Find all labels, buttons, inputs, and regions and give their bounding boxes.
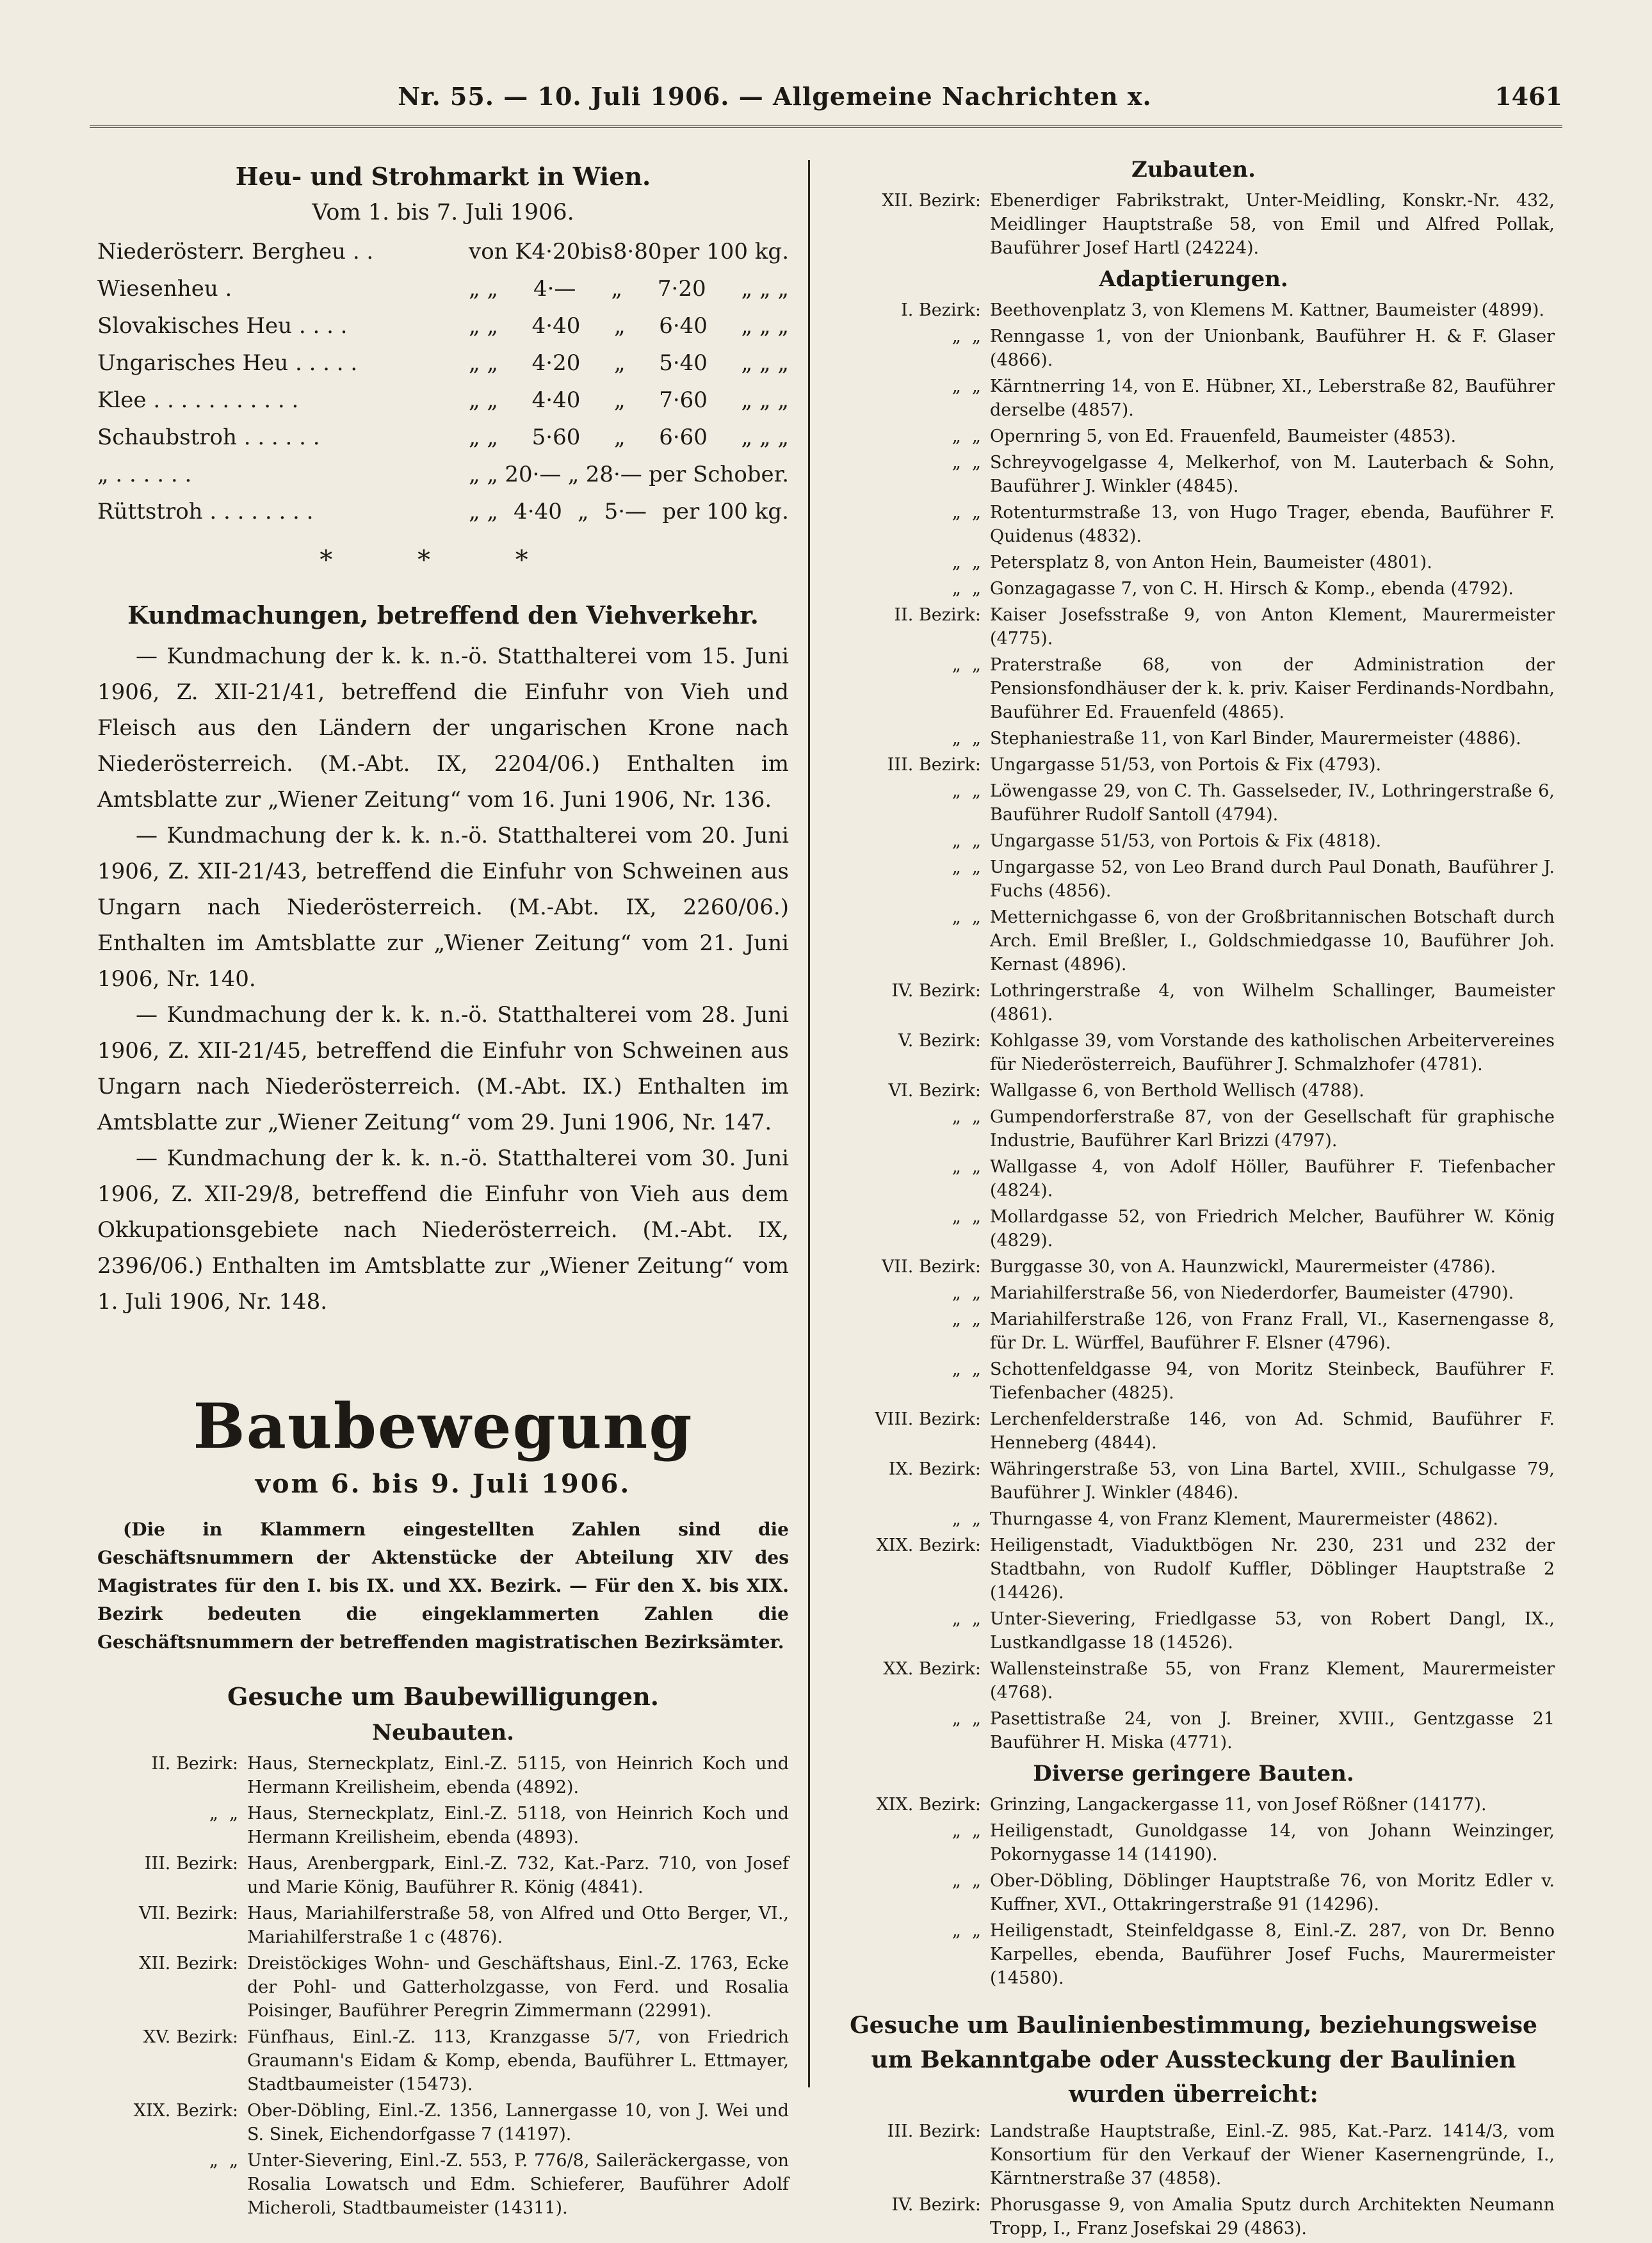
entry-district: VIII. Bezirk: bbox=[875, 1409, 981, 1429]
price-bis: „ bbox=[611, 276, 622, 302]
list-item bbox=[832, 375, 1555, 422]
baubewegung-subtitle: vom 6. bis 9. Juli 1906. bbox=[255, 1469, 631, 1499]
price-high: 28·— bbox=[585, 462, 642, 487]
price-cells bbox=[469, 239, 789, 264]
entry-district: „ „ bbox=[952, 907, 981, 927]
entry-district: „ „ bbox=[952, 377, 981, 396]
price-product: „ . . . . . . bbox=[97, 462, 192, 487]
entry-district: V. Bezirk: bbox=[898, 1031, 981, 1051]
price-von: von K bbox=[469, 239, 531, 264]
entry-district: „ „ bbox=[952, 1309, 981, 1329]
entry-text: Wallensteinstraße 55, von Franz Klement, Maurermeister (4768). bbox=[990, 1659, 1555, 1703]
entry-text: Löwengasse 29, von C. Th. Gasselseder, IV., Lothringerstraße 6, Bauführer Rudolf Santoll (4794). bbox=[990, 781, 1555, 825]
entry-district: XIX. Bezirk: bbox=[876, 1795, 981, 1815]
entry-text: Ober-Döbling, Einl.-Z. 1356, Lannergasse 10, von J. Wei und S. Sinek, Eichendorfgasse 7 (14197). bbox=[247, 2101, 789, 2144]
price-product: Ungarisches Heu . . . . . bbox=[97, 350, 358, 376]
entry-text: Unter-Sievering, Einl.-Z. 553, P. 776/8, Saileräckergasse, von Rosalia Lowatsch und Edm. Schieferer, Bauführer Adolf Micheroli, Stadtbaumeister (14311). bbox=[247, 2151, 789, 2218]
entry-text: Haus, Sterneckplatz, Einl.-Z. 5115, von Heinrich Koch und Hermann Kreilisheim, ebenda (4892). bbox=[247, 1754, 789, 1797]
entry-district: III. Bezirk: bbox=[144, 1854, 238, 1874]
running-headline: Nr. 55. — 10. Juli 1906. — Allgemeine Nachrichten x. bbox=[398, 82, 1152, 111]
price-von: „ „ bbox=[469, 350, 499, 376]
entry-text: Ungargasse 51/53, von Portois & Fix (4793). bbox=[990, 755, 1382, 775]
entry-text: Kohlgasse 39, vom Vorstande des katholischen Arbeitervereines für Niederösterreich, Bauführer J. Schmalzhofer (4781). bbox=[990, 1031, 1555, 1074]
price-von: „ „ bbox=[469, 499, 499, 524]
price-low: 4·40 bbox=[531, 313, 581, 339]
adaptierungen-title: Adaptierungen. bbox=[1099, 266, 1288, 292]
price-product: Rüttstroh . . . . . . . . bbox=[97, 499, 314, 524]
entry-district: „ „ bbox=[952, 1821, 981, 1841]
entry-district: VI. Bezirk: bbox=[888, 1081, 981, 1101]
price-row bbox=[97, 233, 789, 270]
baulinien-title: Gesuche um Baulinienbestimmung, beziehungsweise um Bekanntgabe oder Aussteckung der Baulinien wurden überreicht: bbox=[850, 2012, 1537, 2108]
entry-district: I. Bezirk: bbox=[901, 300, 981, 320]
list-item bbox=[832, 1281, 1555, 1305]
entry-district: „ „ bbox=[952, 327, 981, 346]
price-unit: per Schober. bbox=[649, 462, 789, 487]
zubauten-title: Zubauten. bbox=[1131, 157, 1256, 182]
list-item bbox=[832, 1308, 1555, 1355]
entry-district: XIX. Bezirk: bbox=[133, 2101, 238, 2121]
left-column bbox=[97, 150, 789, 2223]
list-item bbox=[832, 2193, 1555, 2240]
entry-text: Lothringerstraße 4, von Wilhelm Schallinger, Baumeister (4861). bbox=[990, 981, 1555, 1024]
page-number: 1461 bbox=[1494, 82, 1562, 111]
entry-district: II. Bezirk: bbox=[151, 1754, 238, 1774]
list-item bbox=[832, 779, 1555, 827]
price-bis: „ bbox=[567, 462, 579, 487]
entry-district: III. Bezirk: bbox=[887, 2121, 981, 2141]
price-low: 4·40 bbox=[531, 387, 581, 413]
baubewegung-title: Baubewegung bbox=[193, 1390, 693, 1462]
price-product: Wiesenheu . bbox=[97, 276, 232, 302]
list-item bbox=[97, 2149, 789, 2220]
entry-text: Renngasse 1, von der Unionbank, Bauführer H. & F. Glaser (4866). bbox=[990, 327, 1555, 370]
entry-text: Opernring 5, von Ed. Frauenfeld, Baumeister (4853). bbox=[990, 426, 1457, 446]
price-high: 5·40 bbox=[659, 350, 708, 376]
list-item bbox=[832, 1507, 1555, 1531]
list-item bbox=[832, 1707, 1555, 1754]
list-item bbox=[97, 1752, 789, 1799]
entry-text: Ebenerdiger Fabrikstrakt, Unter-Meidling, Konskr.-Nr. 432, Meidlinger Hauptstraße 58, von Emil und Alfred Pollak, Bauführer Josef Hartl (24224). bbox=[990, 191, 1555, 258]
price-low: 5·60 bbox=[531, 425, 581, 450]
entry-district: IV. Bezirk: bbox=[891, 981, 981, 1001]
entry-district: „ „ bbox=[952, 1107, 981, 1127]
entry-district: XII. Bezirk: bbox=[882, 191, 981, 211]
price-high: 5·— bbox=[604, 499, 647, 524]
neubauten-list bbox=[97, 1752, 789, 2220]
price-row bbox=[97, 493, 789, 530]
entry-text: Gonzagagasse 7, von C. H. Hirsch & Komp., ebenda (4792). bbox=[990, 579, 1514, 599]
list-item bbox=[832, 653, 1555, 724]
kundmachung-paragraph: — Kundmachung der k. k. n.-ö. Statthalterei vom 15. Juni 1906, Z. XII-21/41, betreffend die Einfuhr von Vieh und Fleisch aus den Ländern der ungarischen Krone nach Niederösterreich. (M.-Abt. IX, 2204/06.) Enthalten im Amtsblatte zur „Wiener Zeitung“ vom 16. Juni 1906, Nr. 136. bbox=[97, 644, 789, 813]
entry-text: Mollardgasse 52, von Friedrich Melcher, Bauführer W. König (4829). bbox=[990, 1207, 1555, 1251]
list-item bbox=[832, 2119, 1555, 2190]
price-unit: „ „ „ bbox=[741, 313, 789, 339]
kundmachung-paragraph: — Kundmachung der k. k. n.-ö. Statthalterei vom 30. Juni 1906, Z. XII-29/8, betreffend die Einfuhr von Vieh aus dem Okkupationsgebiete nach Niederösterreich. (M.-Abt. IX, 2396/06.) Enthalten im Amtsblatte zur „Wiener Zeitung“ vom 1. Juli 1906, Nr. 148. bbox=[97, 1146, 789, 1315]
gesuche-title: Gesuche um Baubewilligungen. bbox=[227, 1682, 659, 1711]
entry-text: Schottenfeldgasse 94, von Moritz Steinbeck, Bauführer F. Tiefenbacher (4825). bbox=[990, 1359, 1555, 1403]
price-von: „ „ bbox=[469, 425, 499, 450]
adaptierungen-list bbox=[832, 298, 1555, 1754]
list-item bbox=[832, 551, 1555, 574]
price-cells bbox=[469, 313, 789, 339]
entry-district: XX. Bezirk: bbox=[883, 1659, 981, 1679]
price-product: Klee . . . . . . . . . . . bbox=[97, 387, 299, 413]
price-product: Schaubstroh . . . . . . bbox=[97, 425, 320, 450]
list-item bbox=[832, 577, 1555, 601]
entry-district: „ „ bbox=[952, 781, 981, 801]
price-cells bbox=[469, 350, 789, 376]
list-item bbox=[832, 1155, 1555, 1202]
price-bis: „ bbox=[613, 313, 626, 339]
baubewegung-note: (Die in Klammern eingestellten Zahlen sind die Geschäftsnummern der Aktenstücke der Abteilung XIV des Magistrates für den I. bis IX. und XX. Bezirk. — Für den X. bis XIX. Bezirk bedeuten die eingeklammerten Zahlen die Geschäftsnummern der betreffenden magistratischen Bezirksämter. bbox=[97, 1519, 789, 1653]
entry-text: Schreyvogelgasse 4, Melkerhof, von M. Lauterbach & Sohn, Bauführer J. Winkler (4845). bbox=[990, 453, 1555, 496]
price-von: „ „ bbox=[469, 276, 499, 302]
list-item bbox=[832, 425, 1555, 448]
heumarkt-period: Vom 1. bis 7. Juli 1906. bbox=[312, 200, 574, 225]
price-product: Niederösterr. Bergheu . . bbox=[97, 239, 374, 264]
price-low: 4·— bbox=[533, 276, 576, 302]
entry-text: Heiligenstadt, Steinfeldgasse 8, Einl.-Z. 287, von Dr. Benno Karpelles, ebenda, Bauführer Josef Fuchs, Maurermeister (14580). bbox=[990, 1921, 1555, 1988]
entry-text: Mariahilferstraße 126, von Franz Frall, VI., Kasernengasse 8, für Dr. L. Würffel, Bauführer F. Elsner (4796). bbox=[990, 1309, 1555, 1353]
price-unit: per 100 kg. bbox=[662, 239, 789, 264]
price-row bbox=[97, 419, 789, 456]
list-item bbox=[832, 1793, 1555, 1817]
entry-district: „ „ bbox=[952, 553, 981, 572]
price-product: Slovakisches Heu . . . . bbox=[97, 313, 348, 339]
price-cells bbox=[469, 276, 789, 302]
list-item bbox=[832, 1255, 1555, 1279]
entry-district: „ „ bbox=[952, 503, 981, 522]
list-item bbox=[832, 1407, 1555, 1455]
list-item bbox=[832, 1869, 1555, 1916]
entry-district: „ „ bbox=[952, 1157, 981, 1177]
kundmachungen-title: Kundmachungen, betreffend den Viehverkehr. bbox=[127, 601, 759, 629]
list-item bbox=[832, 1029, 1555, 1076]
entry-text: Kaiser Josefsstraße 9, von Anton Klement, Maurermeister (4775). bbox=[990, 605, 1555, 649]
list-item bbox=[832, 325, 1555, 372]
price-table bbox=[97, 233, 789, 530]
list-item bbox=[832, 603, 1555, 651]
list-item bbox=[832, 1079, 1555, 1103]
entry-district: „ „ bbox=[952, 857, 981, 877]
entry-text: Ungargasse 51/53, von Portois & Fix (4818). bbox=[990, 831, 1382, 851]
list-item bbox=[832, 1919, 1555, 1990]
price-low: 4·20 bbox=[531, 350, 581, 376]
entry-text: Mariahilferstraße 56, von Niederdorfer, Baumeister (4790). bbox=[990, 1283, 1514, 1303]
list-item bbox=[832, 1657, 1555, 1705]
entry-district: „ „ bbox=[952, 1509, 981, 1529]
entry-text: Landstraße Hauptstraße, Einl.-Z. 985, Kat.-Parz. 1414/3, vom Konsortium für den Verkauf der Wiener Kasernengründe, I., Kärntnerstraße 37 (4858). bbox=[990, 2121, 1555, 2189]
price-high: 6·60 bbox=[659, 425, 708, 450]
entry-district: „ „ bbox=[952, 831, 981, 851]
price-row bbox=[97, 382, 789, 419]
list-item bbox=[832, 855, 1555, 903]
list-item bbox=[832, 1105, 1555, 1153]
list-item bbox=[832, 1607, 1555, 1655]
entry-district: VII. Bezirk: bbox=[881, 1257, 981, 1277]
list-item bbox=[97, 2025, 789, 2096]
price-unit: „ „ „ bbox=[741, 425, 789, 450]
entry-text: Lerchenfelderstraße 146, von Ad. Schmid, Bauführer F. Henneberg (4844). bbox=[990, 1409, 1555, 1453]
price-row bbox=[97, 456, 789, 493]
entry-text: Burggasse 30, von A. Haunzwickl, Maurermeister (4786). bbox=[990, 1257, 1496, 1277]
price-low: 20·— bbox=[505, 462, 562, 487]
list-item bbox=[97, 1802, 789, 1849]
price-bis: „ bbox=[577, 499, 589, 524]
diverse-title: Diverse geringere Bauten. bbox=[1033, 1761, 1354, 1786]
zubauten-list bbox=[832, 189, 1555, 260]
price-cells bbox=[469, 387, 789, 413]
price-von: „ „ bbox=[469, 387, 499, 413]
entry-text: Wallgasse 6, von Berthold Wellisch (4788). bbox=[990, 1081, 1365, 1101]
price-row bbox=[97, 270, 789, 307]
price-cells bbox=[469, 499, 789, 524]
entry-district: „ „ bbox=[952, 1283, 981, 1303]
entry-district: XV. Bezirk: bbox=[143, 2027, 238, 2047]
entry-text: Petersplatz 8, von Anton Hein, Baumeister (4801). bbox=[990, 553, 1432, 572]
entry-district: XIX. Bezirk: bbox=[876, 1535, 981, 1555]
page-header bbox=[90, 64, 1562, 134]
entry-district: „ „ bbox=[952, 426, 981, 446]
entry-text: Pasettistraße 24, von J. Breiner, XVIII., Gentzgasse 21 Bauführer H. Miska (4771). bbox=[990, 1709, 1555, 1753]
price-cells bbox=[469, 462, 789, 487]
entry-text: Ober-Döbling, Döblinger Hauptstraße 76, von Moritz Edler v. Kuffner, XVI., Ottakringerstraße 91 (14296). bbox=[990, 1871, 1555, 1915]
list-item bbox=[832, 189, 1555, 260]
price-unit: per 100 kg. bbox=[662, 499, 789, 524]
entry-text: Phorusgasse 9, von Amalia Sputz durch Architekten Neumann Tropp, I., Franz Josefskai 29 (4863). bbox=[990, 2195, 1555, 2239]
entry-district: III. Bezirk: bbox=[887, 755, 981, 775]
entry-text: Fünfhaus, Einl.-Z. 113, Kranzgasse 5/7, von Friedrich Graumann's Eidam & Komp, ebenda, Bauführer L. Ettmayer, Stadtbaumeister (15473). bbox=[247, 2027, 789, 2094]
price-bis: „ bbox=[613, 350, 626, 376]
price-row bbox=[97, 307, 789, 344]
entry-district: „ „ bbox=[952, 655, 981, 675]
entry-text: Wallgasse 4, von Adolf Höller, Bauführer F. Tiefenbacher (4824). bbox=[990, 1157, 1555, 1201]
list-item bbox=[97, 1902, 789, 1949]
entry-district: „ „ bbox=[209, 1804, 238, 1824]
list-item bbox=[832, 753, 1555, 777]
price-high: 7·60 bbox=[659, 387, 708, 413]
header-rule bbox=[90, 126, 1562, 128]
entry-text: Unter-Sievering, Friedlgasse 53, von Robert Dangl, IX., Lustkandlgasse 18 (14526). bbox=[990, 1609, 1555, 1653]
entry-text: Währingerstraße 53, von Lina Bartel, XVIII., Schulgasse 79, Bauführer J. Winkler (4846). bbox=[990, 1459, 1555, 1503]
right-column bbox=[832, 150, 1555, 2243]
entry-text: Gumpendorferstraße 87, von der Gesellschaft für graphische Industrie, Bauführer Karl Brizzi (4797). bbox=[990, 1107, 1555, 1151]
entry-district: „ „ bbox=[952, 729, 981, 749]
entry-district: „ „ bbox=[952, 1871, 981, 1891]
entry-district: „ „ bbox=[952, 453, 981, 473]
entry-district: „ „ bbox=[952, 1359, 981, 1379]
price-low: 4·20 bbox=[531, 239, 581, 264]
price-row bbox=[97, 344, 789, 382]
entry-text: Grinzing, Langackergasse 11, von Josef Rößner (14177). bbox=[990, 1795, 1487, 1815]
price-high: 7·20 bbox=[657, 276, 706, 302]
entry-district: „ „ bbox=[952, 1609, 981, 1629]
entry-text: Dreistöckiges Wohn- und Geschäftshaus, Einl.-Z. 1763, Ecke der Pohl- und Gatterholzgasse, von Ferd. und Rosalia Poisinger, Bauführer Peregrin Zimmermann (22991). bbox=[247, 1954, 789, 2021]
entry-text: Ungargasse 52, von Leo Brand durch Paul Donath, Bauführer J. Fuchs (4856). bbox=[990, 857, 1555, 901]
entry-text: Heiligenstadt, Gunoldgasse 14, von Johann Weinzinger, Pokornygasse 14 (14190). bbox=[990, 1821, 1555, 1865]
kundmachung-paragraph: — Kundmachung der k. k. n.-ö. Statthalterei vom 20. Juni 1906, Z. XII-21/43, betreffend die Einfuhr von Schweinen aus Ungarn nach Niederösterreich. (M.-Abt. IX, 2260/06.) Enthalten im Amtsblatte zur „Wiener Zeitung“ vom 21. Juni 1906, Nr. 140. bbox=[97, 823, 789, 992]
list-item bbox=[97, 2099, 789, 2146]
entry-text: Heiligenstadt, Viaduktbögen Nr. 230, 231 und 232 der Stadtbahn, von Rudolf Kuffler, Döblinger Hauptstraße 2 (14426). bbox=[990, 1535, 1555, 1603]
list-item bbox=[97, 1952, 789, 2023]
list-item bbox=[832, 905, 1555, 976]
list-item bbox=[832, 1534, 1555, 1605]
baulinien-list bbox=[832, 2119, 1555, 2240]
entry-district: „ „ bbox=[952, 1709, 981, 1729]
list-item bbox=[832, 1819, 1555, 1866]
list-item bbox=[832, 829, 1555, 853]
list-item bbox=[832, 1357, 1555, 1405]
entry-district: IV. Bezirk: bbox=[891, 2195, 981, 2215]
price-unit: „ „ „ bbox=[741, 276, 789, 302]
entry-district: IX. Bezirk: bbox=[888, 1459, 981, 1479]
price-cells bbox=[469, 425, 789, 450]
price-bis: „ bbox=[613, 425, 626, 450]
price-high: 8·80 bbox=[613, 239, 662, 264]
entry-district: „ „ bbox=[952, 579, 981, 599]
heumarkt-title: Heu- und Strohmarkt in Wien. bbox=[235, 162, 651, 191]
entry-district: „ „ bbox=[952, 1207, 981, 1227]
neubauten-title: Neubauten. bbox=[372, 1720, 514, 1745]
entry-text: Haus, Sterneckplatz, Einl.-Z. 5118, von Heinrich Koch und Hermann Kreilisheim, ebenda (4893). bbox=[247, 1804, 789, 1847]
price-unit: „ „ „ bbox=[741, 387, 789, 413]
entry-district: VII. Bezirk: bbox=[138, 1904, 238, 1923]
entry-text: Praterstraße 68, von der Administration der Pensionsfondhäuser der k. k. priv. Kaiser Ferdinands-Nordbahn, Bauführer Ed. Frauenfeld (4865). bbox=[990, 655, 1555, 722]
price-bis: bis bbox=[580, 239, 613, 264]
price-bis: „ bbox=[613, 387, 626, 413]
entry-text: Beethovenplatz 3, von Klemens M. Kattner, Baumeister (4899). bbox=[990, 300, 1544, 320]
list-item bbox=[832, 298, 1555, 322]
list-item bbox=[832, 451, 1555, 498]
entry-text: Stephaniestraße 11, von Karl Binder, Maurermeister (4886). bbox=[990, 729, 1521, 749]
price-von: „ „ bbox=[469, 462, 499, 487]
entry-district: XII. Bezirk: bbox=[139, 1954, 238, 1973]
entry-text: Haus, Mariahilferstraße 58, von Alfred und Otto Berger, VI., Mariahilferstraße 1 c (4876). bbox=[247, 1904, 789, 1947]
entry-text: Thurngasse 4, von Franz Klement, Maurermeister (4862). bbox=[990, 1509, 1498, 1529]
entry-text: Haus, Arenbergpark, Einl.-Z. 732, Kat.-Parz. 710, von Josef und Marie König, Bauführer R. König (4841). bbox=[247, 1854, 789, 1897]
entry-district: II. Bezirk: bbox=[894, 605, 981, 625]
entry-text: Kärntnerring 14, von E. Hübner, XI., Leberstraße 82, Bauführer derselbe (4857). bbox=[990, 377, 1555, 420]
price-unit: „ „ „ bbox=[741, 350, 789, 376]
price-von: „ „ bbox=[469, 313, 499, 339]
price-high: 6·40 bbox=[659, 313, 708, 339]
list-item bbox=[832, 1457, 1555, 1505]
list-item bbox=[97, 1852, 789, 1899]
price-low: 4·40 bbox=[514, 499, 562, 524]
diverse-list bbox=[832, 1793, 1555, 1990]
section-stars: * * * bbox=[320, 546, 567, 575]
column-divider bbox=[808, 160, 810, 2087]
list-item bbox=[832, 727, 1555, 750]
entry-text: Rotenturmstraße 13, von Hugo Trager, ebenda, Bauführer F. Quidenus (4832). bbox=[990, 503, 1555, 546]
kundmachung-paragraph: — Kundmachung der k. k. n.-ö. Statthalterei vom 28. Juni 1906, Z. XII-21/45, betreffend die Einfuhr von Schweinen aus Ungarn nach Niederösterreich. (M.-Abt. IX.) Enthalten im Amtsblatte zur „Wiener Zeitung“ vom 29. Juni 1906, Nr. 147. bbox=[97, 1002, 789, 1135]
list-item bbox=[832, 979, 1555, 1026]
list-item bbox=[832, 1205, 1555, 1252]
entry-district: „ „ bbox=[209, 2151, 238, 2171]
list-item bbox=[832, 501, 1555, 548]
entry-text: Metternichgasse 6, von der Großbritannischen Botschaft durch Arch. Emil Breßler, I., Goldschmiedgasse 10, Bauführer Joh. Kernast (4896). bbox=[990, 907, 1555, 975]
entry-district: „ „ bbox=[952, 1921, 981, 1941]
